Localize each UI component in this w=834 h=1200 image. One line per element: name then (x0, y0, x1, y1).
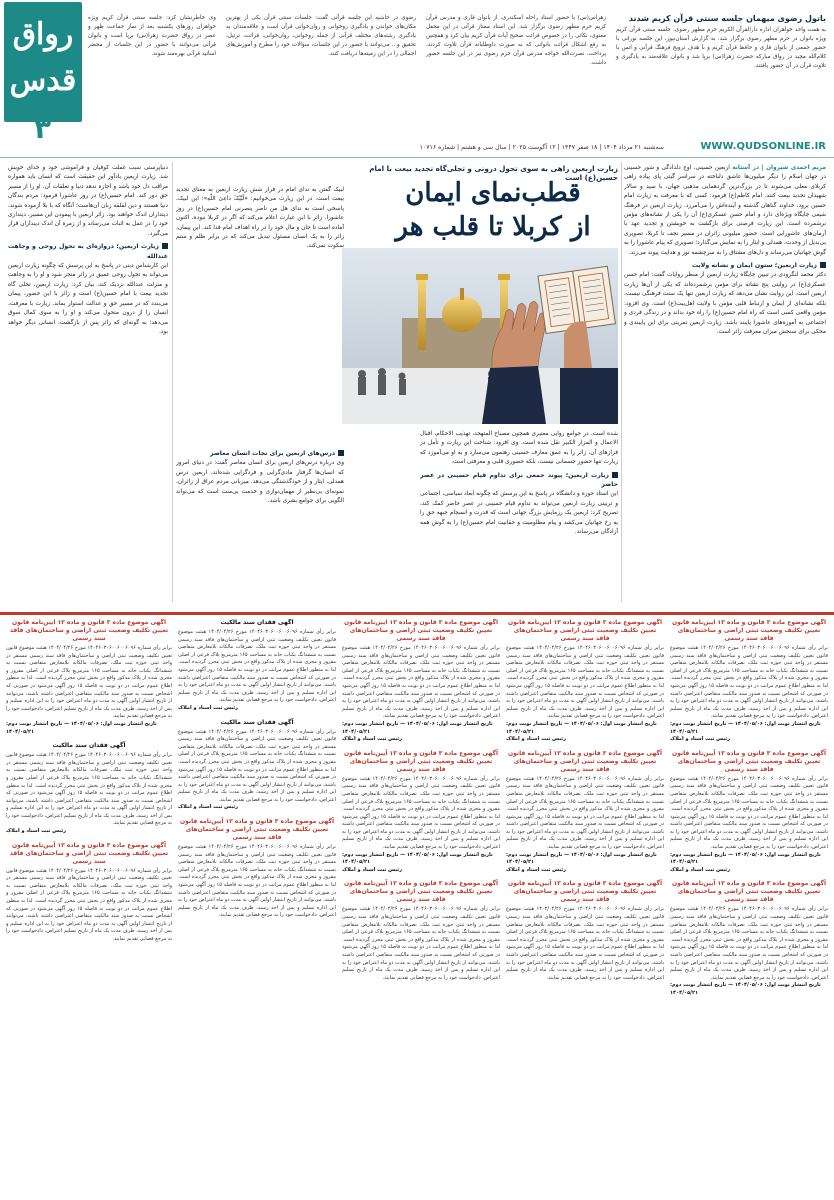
notice-title: آگهی موضوع ماده ۳ قانون و ماده ۱۳ آیین‌نامه قانون تعیین تکلیف وضعیت ثبتی اراضی و ساختمان‌های فاقد سند رسمی (507, 880, 663, 904)
notice-column-3 (342, 619, 500, 1199)
notice-signer: رئیس ثبت اسناد و املاک (342, 736, 402, 743)
legal-notice (178, 619, 336, 713)
notice-signer: رئیس ثبت اسناد و املاک (178, 804, 238, 811)
top-news-column-2: زهراس(س) با حضور استاد راحله اسکندری، از بانوان قاری و مدرس قرآن کریم حرم مطهر رضوی برگزار شد. این استاد ممتاز قرآنی در این محفل معنوی، نکاتی را در خصوص قرائت صحیح آیات قرآن کریم بیان کرد و همچنین به رفع اشکال قرائت بانوانی که به صورت داوطلبانه قرآن تلاوت کردند، پرداخت. نصرت‌الله خواجه مدرس قرآن حرم رضوی نیز در این جلسه حضور داشت. (426, 15, 606, 66)
logo-calligraphy-icon (4, 2, 82, 112)
notice-title: آگهی موضوع ماده ۳ قانون و ماده ۱۳ آیین‌نامه قانون تعیین تکلیف وضعیت ثبتی اراضی و ساختمان‌های فاقد سند رسمی (507, 619, 663, 642)
notice-body: برابر رأی شماره ۱۴۰۴۶۰۳۰۶۰۰۶۰۰۶۰۹۶ مورخ ۱۴۰۴/۰۴/۲۶ هیئت موضوع قانون تعیین تکلیف وضعیت ثبتی اراضی و ساختمان‌های فاقد سند رسمی مستقر در واحد ثبتی حوزه ثبت ملک، تصرفات مالکانه بلامعارض متقاضی نسبت به ششدانگ یکباب خانه به مساحت ۱۶۵ مترمربع پلاک فرعی از اصلی مفروز و مجزی شده از پلاک مذکور واقع در بخش ثبتی محرز گردیده است. لذا به منظور اطلاع عموم مراتب در دو نوبت به فاصله ۱۵ روز آگهی می‌شود در صورتی که اشخاص نسبت به صدور سند مالکیت متقاضی اعتراضی داشته باشند، می‌توانند از تاریخ انتشار اولین آگهی به مدت دو ماه اعتراض خود را به این اداره تسلیم و پس از اخذ رسید، ظرف مدت یک ماه از تاریخ تسلیم اعتراض، دادخواست خود را به مرجع قضایی تقدیم نمایند. (178, 844, 336, 919)
notice-signer: رئیس ثبت اسناد و املاک (506, 866, 566, 873)
notice-body: برابر رأی شماره ۱۴۰۴۶۰۳۰۶۰۰۶۰۰۶۰۹۶ مورخ ۱۴۰۴/۰۴/۲۶ هیئت موضوع قانون تعیین تکلیف وضعیت ثبتی اراضی و ساختمان‌های فاقد سند رسمی مستقر در واحد ثبتی حوزه ثبت ملک، تصرفات مالکانه بلامعارض متقاضی نسبت به ششدانگ یکباب خانه به مساحت ۱۶۵ مترمربع پلاک فرعی از اصلی مفروز و مجزی شده از پلاک مذکور واقع در بخش ثبتی محرز گردیده است. لذا به منظور اطلاع عموم مراتب در دو نوبت به فاصله ۱۵ روز آگهی می‌شود در صورتی که اشخاص نسبت به صدور سند مالکیت متقاضی اعتراضی داشته باشند، می‌توانند از تاریخ انتشار اولین آگهی به مدت دو ماه اعتراض خود را به این اداره تسلیم و پس از اخذ رسید، ظرف مدت یک ماه از تاریخ تسلیم اعتراض، دادخواست خود را به مرجع قضایی تقدیم نمایند. (178, 629, 336, 704)
notice-title: آگهی موضوع ماده ۳ قانون و ماده ۱۳ آیین‌نامه قانون تعیین تکلیف وضعیت ثبتی اراضی و ساختمان‌های فاقد سند رسمی (671, 619, 827, 642)
legal-notice (670, 750, 828, 875)
legal-notice (6, 742, 172, 836)
notice-column-1 (670, 619, 828, 1199)
notice-title: آگهی موضوع ماده ۳ قانون و ماده ۱۳ آیین‌نامه قانون تعیین تکلیف وضعیت ثبتی اراضی و ساختمان‌های فاقد سند رسمی (671, 749, 827, 773)
legal-notice (670, 619, 828, 744)
notice-signer: رئیس ثبت اسناد و املاک (506, 736, 566, 743)
article-middle-bottom-text: وی درباره درس‌های اربعین برای انسان معاصر گفت: در دنیای امروز که انسان‌ها گرفتار مادی‌گرایی و فردگرایی شده‌اند، اربعین درس همدلی، ایثار و از خودگذشتگی می‌دهد. میزبانی مردم عراق از زائران، نمونه‌ای بی‌نظیر از مهمان‌نوازی و خدمت بی‌منت است که می‌تواند الگویی برای جوامع بشری باشد. (176, 460, 344, 505)
legal-notice (178, 818, 336, 920)
legal-notice (670, 880, 828, 997)
legal-notice (506, 619, 664, 744)
shrine-hands-quran-image (342, 248, 618, 424)
notice-body: برابر رأی شماره ۱۴۰۴۶۰۳۰۶۰۰۶۰۰۶۰۹۶ مورخ ۱۴۰۴/۰۴/۲۶ هیئت موضوع قانون تعیین تکلیف وضعیت ثبتی اراضی و ساختمان‌های فاقد سند رسمی مستقر در واحد ثبتی حوزه ثبت ملک، تصرفات مالکانه بلامعارض متقاضی نسبت به ششدانگ یکباب خانه به مساحت ۱۶۵ مترمربع پلاک فرعی از اصلی مفروز و مجزی شده از پلاک مذکور واقع در بخش ثبتی محرز گردیده است. لذا به منظور اطلاع عموم مراتب در دو نوبت به فاصله ۱۵ روز آگهی می‌شود در صورتی که اشخاص نسبت به صدور سند مالکیت متقاضی اعتراضی داشته باشند، می‌توانند از تاریخ انتشار اولین آگهی به مدت دو ماه اعتراض خود را به این اداره تسلیم و پس از اخذ رسید، ظرف مدت یک ماه از تاریخ تسلیم اعتراض، دادخواست خود را به مرجع قضایی تقدیم نمایند. (342, 906, 500, 981)
svg-text:رواق: رواق (12, 17, 74, 52)
notice-body: برابر رأی شماره ۱۴۰۴۶۰۳۰۶۰۰۶۰۰۶۰۹۶ مورخ ۱۴۰۴/۰۴/۲۶ هیئت موضوع قانون تعیین تکلیف وضعیت ثبتی اراضی و ساختمان‌های فاقد سند رسمی مستقر در واحد ثبتی حوزه ثبت ملک، تصرفات مالکانه بلامعارض متقاضی نسبت به ششدانگ یکباب خانه به مساحت ۱۶۵ مترمربع پلاک فرعی از اصلی مفروز و مجزی شده از پلاک مذکور واقع در بخش ثبتی محرز گردیده است. لذا به منظور اطلاع عموم مراتب در دو نوبت به فاصله ۱۵ روز آگهی می‌شود در صورتی که اشخاص نسبت به صدور سند مالکیت متقاضی اعتراضی داشته باشند، می‌توانند از تاریخ انتشار اولین آگهی به مدت دو ماه اعتراض خود را به این اداره تسلیم و پس از اخذ رسید، ظرف مدت یک ماه از تاریخ تسلیم اعتراض، دادخواست خود را به مرجع قضایی تقدیم نمایند. (670, 645, 828, 720)
legal-notice (342, 619, 500, 744)
site-url[interactable]: WWW.QUDSONLINE.IR (700, 141, 826, 152)
notice-dates: تاریخ انتشار نوبت اول: ۱۴۰۴/۰۵/۰۶ — تاریخ انتشار نوبت دوم: ۱۴۰۴/۰۵/۲۱ (670, 851, 821, 866)
notice-dates: تاریخ انتشار نوبت اول: ۱۴۰۴/۰۵/۰۶ — تاریخ انتشار نوبت دوم: ۱۴۰۴/۰۵/۲۱ (342, 720, 493, 735)
notice-title: آگهی موضوع ماده ۳ قانون و ماده ۱۳ آیین‌نامه قانون تعیین تکلیف وضعیت ثبتی اراضی و ساختمان‌های فاقد سند رسمی (9, 841, 169, 865)
article-column-left (8, 164, 168, 604)
legal-notice (178, 719, 336, 813)
legal-notice (6, 619, 172, 736)
article-column-right-text-2: دکتر محمد لنگرودی در تبیین جایگاه زیارت اربعین از منظر روایات گفت: امام حسن عسکری(ع) در روایتی پنج نشانه برای مؤمن برشمرده‌اند که یکی از آن‌ها زیارت اربعین است. این روایت نشان می‌دهد که زیارت اربعین تنها یک سنت فرهنگی نیست، بلکه نشانه‌ای از ایمان و ارتباط قلبی مؤمن با ولایت اهل‌بیت(ع) است. وی افزود: مؤمن واقعی کسی است که راه امام حسین(ع) را راه خود بداند و در زندگی فردی و اجتماعی به آموزه‌های عاشورا پایبند باشد. زیارت اربعین تمرینی برای این پایبندی و محکی برای سنجش میزان معرفت زائر است. (624, 272, 826, 335)
notice-title: آگهی موضوع ماده ۳ قانون و ماده ۱۳ آیین‌نامه قانون تعیین تکلیف وضعیت ثبتی اراضی و ساختمان‌های فاقد سند رسمی (507, 749, 663, 773)
legal-notices-section (0, 612, 834, 1200)
notice-title: آگهی فقدان سند مالکیت (52, 742, 126, 750)
notice-dates: تاریخ انتشار نوبت اول: ۱۴۰۴/۰۵/۰۶ — تاریخ انتشار نوبت دوم: ۱۴۰۴/۰۵/۲۱ (506, 851, 657, 866)
notice-dates: تاریخ انتشار نوبت اول: ۱۴۰۴/۰۵/۰۶ — تاریخ انتشار نوبت دوم: ۱۴۰۴/۰۵/۲۱ (670, 982, 821, 996)
article-column-right (624, 164, 826, 604)
notice-title: آگهی موضوع ماده ۳ قانون و ماده ۱۳ آیین‌نامه قانون تعیین تکلیف وضعیت ثبتی اراضی و ساختمان‌های فاقد سند رسمی (671, 880, 827, 904)
column-divider (621, 162, 622, 602)
notice-title: آگهی موضوع ماده ۳ قانون و ماده ۱۳ آیین‌نامه قانون تعیین تکلیف وضعیت ثبتی اراضی و ساختمان‌های فاقد سند رسمی (179, 818, 335, 842)
column-divider (172, 162, 173, 602)
article-hero-photo (342, 248, 618, 424)
article-column-under-photo-right (420, 430, 618, 600)
notice-body: برابر رأی شماره ۱۴۰۴۶۰۳۰۶۰۰۶۰۰۶۰۹۶ مورخ ۱۴۰۴/۰۴/۲۶ هیئت موضوع قانون تعیین تکلیف وضعیت ثبتی اراضی و ساختمان‌های فاقد سند رسمی مستقر در واحد ثبتی حوزه ثبت ملک، تصرفات مالکانه بلامعارض متقاضی نسبت به ششدانگ یکباب خانه به مساحت ۱۶۵ مترمربع پلاک فرعی از اصلی مفروز و مجزی شده از پلاک مذکور واقع در بخش ثبتی محرز گردیده است. لذا به منظور اطلاع عموم مراتب در دو نوبت به فاصله ۱۵ روز آگهی می‌شود در صورتی که اشخاص نسبت به صدور سند مالکیت متقاضی اعتراضی داشته باشند، می‌توانند از تاریخ انتشار اولین آگهی به مدت دو ماه اعتراض خود را به این اداره تسلیم و پس از اخذ رسید، ظرف مدت یک ماه از تاریخ تسلیم اعتراض، دادخواست خود را به مرجع قضایی تقدیم نمایند. (670, 906, 828, 981)
notice-column-4 (178, 619, 336, 1199)
subhead-bullet-icon (612, 472, 618, 478)
article-subhead-middle-text: درس‌های اربعین برای نجات انسان معاصر (209, 450, 335, 457)
main-article (0, 162, 834, 610)
notice-dates: تاریخ انتشار نوبت اول: ۱۴۰۴/۰۵/۰۶ — تاریخ انتشار نوبت دوم: ۱۴۰۴/۰۵/۲۱ (506, 720, 657, 735)
article-subhead-left (8, 242, 168, 261)
article-subhead-left-text: زیارت اربعین؛ دروازه‌ای به تحول روحی و وجاهت عندالله (8, 243, 168, 260)
notice-dates: تاریخ انتشار نوبت اول: ۱۴۰۴/۰۵/۰۶ — تاریخ انتشار نوبت دوم: ۱۴۰۴/۰۵/۲۱ (342, 851, 493, 866)
notice-signer: رئیس ثبت اسناد و املاک (670, 736, 730, 743)
subhead-bullet-icon (820, 262, 826, 268)
svg-text:قدس: قدس (9, 63, 77, 98)
top-news-column-4: وی خاطرنشان کرد: جلسه سنتی قرآن کریم ویژه خواهران روزهای یکشنبه بعد از نماز جماعت ظهر و عصر در رواق حضرت زهرا(س) برپا است و بانوان قرآنی می‌توانند با حضور در این جلسات از محضر اساتید قرآنی بهره‌مند شوند. (88, 15, 216, 57)
notice-body: برابر رأی شماره ۱۴۰۴۶۰۳۰۶۰۰۶۰۰۶۰۹۶ مورخ ۱۴۰۴/۰۴/۲۶ هیئت موضوع قانون تعیین تکلیف وضعیت ثبتی اراضی و ساختمان‌های فاقد سند رسمی مستقر در واحد ثبتی حوزه ثبت ملک، تصرفات مالکانه بلامعارض متقاضی نسبت به ششدانگ یکباب خانه به مساحت ۱۶۵ مترمربع پلاک فرعی از اصلی مفروز و مجزی شده از پلاک مذکور واقع در بخش ثبتی محرز گردیده است. لذا به منظور اطلاع عموم مراتب در دو نوبت به فاصله ۱۵ روز آگهی می‌شود در صورتی که اشخاص نسبت به صدور سند مالکیت متقاضی اعتراضی داشته باشند، می‌توانند از تاریخ انتشار اولین آگهی به مدت دو ماه اعتراض خود را به این اداره تسلیم و پس از اخذ رسید، ظرف مدت یک ماه از تاریخ تسلیم اعتراض، دادخواست خود را به مرجع قضایی تقدیم نمایند. (342, 645, 500, 720)
page-header-bar (0, 140, 834, 158)
notice-column-5 (6, 619, 172, 1199)
notice-body: برابر رأی شماره ۱۴۰۴۶۰۳۰۶۰۰۶۰۰۶۰۹۶ مورخ ۱۴۰۴/۰۴/۲۶ هیئت موضوع قانون تعیین تکلیف وضعیت ثبتی اراضی و ساختمان‌های فاقد سند رسمی مستقر در واحد ثبتی حوزه ثبت ملک، تصرفات مالکانه بلامعارض متقاضی نسبت به ششدانگ یکباب خانه به مساحت ۱۶۵ مترمربع پلاک فرعی از اصلی مفروز و مجزی شده از پلاک مذکور واقع در بخش ثبتی محرز گردیده است. لذا به منظور اطلاع عموم مراتب در دو نوبت به فاصله ۱۵ روز آگهی می‌شود در صورتی که اشخاص نسبت به صدور سند مالکیت متقاضی اعتراضی داشته باشند، می‌توانند از تاریخ انتشار اولین آگهی به مدت دو ماه اعتراض خود را به این اداره تسلیم و پس از اخذ رسید، ظرف مدت یک ماه از تاریخ تسلیم اعتراض، دادخواست خود را به مرجع قضایی تقدیم نمایند. (506, 906, 664, 981)
article-subhead-under-photo-text: زیارت اربعین؛ پیوند جمعی برای تداوم قیام حسینی در عصر حاضر (420, 471, 618, 489)
legal-notice (342, 880, 500, 982)
page-number: ۳ (34, 112, 52, 145)
notice-title: آگهی فقدان سند مالکیت (220, 619, 294, 626)
article-subhead-1-text: زیارت اربعین؛ ستون ایمان و نشانه ولایت (691, 262, 817, 270)
article-under-photo-text-2: این استاد حوزه و دانشگاه در پاسخ به این پرسش که چگونه ابعاد سیاسی، اجتماعی و تربیتی زیارت اربعین می‌تواند به تداوم قیام حسینی در عصر حاضر کمک کند، تصریح کرد: اربعین یک رزمایش بزرگ جهانی است که قدرت و انسجام جبهه حق را به رخ جهانیان می‌کشد و پیام مظلومیت و حقانیت امام حسین(ع) را به گوش همه آزادگان می‌رساند. (420, 491, 618, 536)
article-column-middle-left-bottom (176, 446, 344, 600)
notice-body: برابر رأی شماره ۱۴۰۴۶۰۳۰۶۰۰۶۰۰۶۰۹۶ مورخ ۱۴۰۴/۰۴/۲۶ هیئت موضوع قانون تعیین تکلیف وضعیت ثبتی اراضی و ساختمان‌های فاقد سند رسمی مستقر در واحد ثبتی حوزه ثبت ملک، تصرفات مالکانه بلامعارض متقاضی نسبت به ششدانگ یکباب خانه به مساحت ۱۶۵ مترمربع پلاک فرعی از اصلی مفروز و مجزی شده از پلاک مذکور واقع در بخش ثبتی محرز گردیده است. لذا به منظور اطلاع عموم مراتب در دو نوبت به فاصله ۱۵ روز آگهی می‌شود در صورتی که اشخاص نسبت به صدور سند مالکیت متقاضی اعتراضی داشته باشند، می‌توانند از تاریخ انتشار اولین آگهی به مدت دو ماه اعتراض خود را به این اداره تسلیم و پس از اخذ رسید، ظرف مدت یک ماه از تاریخ تسلیم اعتراض، دادخواست خود را به مرجع قضایی تقدیم نمایند. (342, 775, 500, 851)
notice-signer: رئیس ثبت اسناد و املاک (670, 866, 730, 873)
notice-dates: تاریخ انتشار نوبت اول: ۱۴۰۴/۰۵/۰۶ — تاریخ انتشار نوبت دوم: ۱۴۰۴/۰۵/۲۱ (6, 720, 157, 735)
notice-body: برابر رأی شماره ۱۴۰۴۶۰۳۰۶۰۰۶۰۰۶۰۹۶ مورخ ۱۴۰۴/۰۴/۲۶ هیئت موضوع قانون تعیین تکلیف وضعیت ثبتی اراضی و ساختمان‌های فاقد سند رسمی مستقر در واحد ثبتی حوزه ثبت ملک، تصرفات مالکانه بلامعارض متقاضی نسبت به ششدانگ یکباب خانه به مساحت ۱۶۵ مترمربع پلاک فرعی از اصلی مفروز و مجزی شده از پلاک مذکور واقع در بخش ثبتی محرز گردیده است. لذا به منظور اطلاع عموم مراتب در دو نوبت به فاصله ۱۵ روز آگهی می‌شود در صورتی که اشخاص نسبت به صدور سند مالکیت متقاضی اعتراضی داشته باشند، می‌توانند از تاریخ انتشار اولین آگهی به مدت دو ماه اعتراض خود را به این اداره تسلیم و پس از اخذ رسید، ظرف مدت یک ماه از تاریخ تسلیم اعتراض، دادخواست خود را به مرجع قضایی تقدیم نمایند. (506, 775, 664, 851)
notice-body: برابر رأی شماره ۱۴۰۴۶۰۳۰۶۰۰۶۰۰۶۰۹۶ مورخ ۱۴۰۴/۰۴/۲۶ هیئت موضوع قانون تعیین تکلیف وضعیت ثبتی اراضی و ساختمان‌های فاقد سند رسمی مستقر در واحد ثبتی حوزه ثبت ملک، تصرفات مالکانه بلامعارض متقاضی نسبت به ششدانگ یکباب خانه به مساحت ۱۶۵ مترمربع پلاک فرعی از اصلی مفروز و مجزی شده از پلاک مذکور واقع در بخش ثبتی محرز گردیده است. لذا به منظور اطلاع عموم مراتب در دو نوبت به فاصله ۱۵ روز آگهی می‌شود در صورتی که اشخاص نسبت به صدور سند مالکیت متقاضی اعتراضی داشته باشند، می‌توانند از تاریخ انتشار اولین آگهی به مدت دو ماه اعتراض خود را به این اداره تسلیم و پس از اخذ رسید، ظرف مدت یک ماه از تاریخ تسلیم اعتراض، دادخواست خود را به مرجع قضایی تقدیم نمایند. (506, 645, 664, 720)
article-subhead-under-photo (420, 471, 618, 490)
top-news-column-3: رضوی در حاشیه این جلسه قرآنی گفت: جلسات سنتی قرآن یکی از بهترین مکان‌های خواندن و یادگیری روخوانی و روان‌خوانی قرآن است و علاقه‌مندان به یادگیری رشته‌های مختلف قرآنی از جمله روخوانی، روان‌خوانی، قرائت، ترتیل، تحقیق و... می‌توانند با حضور در این جلسات، سؤالات خود را مطرح و آموزش‌های اجمالی را در این زمینه‌ها دریافت کنند. (226, 15, 416, 57)
legal-notice (6, 842, 172, 944)
notice-body: برابر رأی شماره ۱۴۰۴۶۰۳۰۶۰۰۶۰۰۶۰۹۶ مورخ ۱۴۰۴/۰۴/۲۶ هیئت موضوع قانون تعیین تکلیف وضعیت ثبتی اراضی و ساختمان‌های فاقد سند رسمی مستقر در واحد ثبتی حوزه ثبت ملک، تصرفات مالکانه بلامعارض متقاضی نسبت به ششدانگ یکباب خانه به مساحت ۱۶۵ مترمربع پلاک فرعی از اصلی مفروز و مجزی شده از پلاک مذکور واقع در بخش ثبتی محرز گردیده است. لذا به منظور اطلاع عموم مراتب در دو نوبت به فاصله ۱۵ روز آگهی می‌شود در صورتی که اشخاص نسبت به صدور سند مالکیت متقاضی اعتراضی داشته باشند، می‌توانند از تاریخ انتشار اولین آگهی به مدت دو ماه اعتراض خود را به این اداره تسلیم و پس از اخذ رسید، ظرف مدت یک ماه از تاریخ تسلیم اعتراض، دادخواست خود را به مرجع قضایی تقدیم نمایند. (6, 752, 172, 827)
article-under-photo-text: شده است. در جوامع روایی معتبری همچون مصباح المتهجد، تهذیب الاحکام، اقبال الاعمال و المزار الکبیر نقل شده است. وی افزود: شناخت این زیارت و تأمل در فرازهای آن، زائر را به عمق معارف حسینی رهنمون می‌سازد و به او می‌آموزد که زیارت تنها حضور جسمانی نیست، بلکه حضوری قلبی و معرفتی است. (420, 431, 618, 466)
article-column-middle-left-text: لبیک گفتن به ندای امام در فراز شش زیارت اربعین به معنای تجدید بیعت است. در این زیارت می‌خوانیم: «لَبَّیْکَ داعِیَ اللّهِ»؛ این لبیک، پاسخی است به ندای هل من ناصر ینصرنی امام حسین(ع) در روز عاشورا. زائر با این عبارت اعلام می‌کند که اگر در کربلا نبوده، اکنون آماده است تا جان و مال خود را در راه اهداف امام فدا کند. این پیمان، زائر را به یک انسان مسئول تبدیل می‌کند که در برابر ظلم و ستم سکوت نمی‌کند. (176, 187, 344, 250)
notice-body: برابر رأی شماره ۱۴۰۴۶۰۳۰۶۰۰۶۰۰۶۰۹۶ مورخ ۱۴۰۴/۰۴/۲۶ هیئت موضوع قانون تعیین تکلیف وضعیت ثبتی اراضی و ساختمان‌های فاقد سند رسمی مستقر در واحد ثبتی حوزه ثبت ملک، تصرفات مالکانه بلامعارض متقاضی نسبت به ششدانگ یکباب خانه به مساحت ۱۶۵ مترمربع پلاک فرعی از اصلی مفروز و مجزی شده از پلاک مذکور واقع در بخش ثبتی محرز گردیده است. لذا به منظور اطلاع عموم مراتب در دو نوبت به فاصله ۱۵ روز آگهی می‌شود در صورتی که اشخاص نسبت به صدور سند مالکیت متقاضی اعتراضی داشته باشند، می‌توانند از تاریخ انتشار اولین آگهی به مدت دو ماه اعتراض خود را به این اداره تسلیم و پس از اخذ رسید، ظرف مدت یک ماه از تاریخ تسلیم اعتراض، دادخواست خود را به مرجع قضایی تقدیم نمایند. (178, 728, 336, 803)
article-column-right-text: اربعین حسینی، اوج دلدادگی و شور حسینی در جهان اسلام را دیگر میلیون‌ها عاشق دلباخته در سراسر گیتی پای پیاده راهی کربلای معلی می‌شوند تا در بزرگ‌ترین گردهمایی مذهبی جهان، با سید و سالار شهیدان تجدید بیعت کنند. امام کاظم(ع) فرمود: کسی که با معرفت به زیارت امام حسین برود، خداوند گناهان گذشته و آینده‌اش را می‌آمرزد. زیارت اربعین در فرهنگ شیعی جایگاه ویژه‌ای دارد و امام حسن عسکری(ع) آن را یکی از نشانه‌های مؤمن برشمرده است. این زیارت فرصتی برای بازگشت به خویشتن و تجدید عهد با آرمان‌های عاشورایی است. حضور میلیونی زائران در مسیر نجف تا کربلا، تصویری بی‌بدیل از وحدت، همدلی و ایثار را به نمایش می‌گذارد؛ تصویری که پیام عاشورا را به گوش جهانیان می‌رساند و دل‌های مشتاق را به سرچشمه نور و هدایت پیوند می‌زند. (624, 165, 826, 256)
notice-body: برابر رأی شماره ۱۴۰۴۶۰۳۰۶۰۰۶۰۰۶۰۹۶ مورخ ۱۴۰۴/۰۴/۲۶ هیئت موضوع قانون تعیین تکلیف وضعیت ثبتی اراضی و ساختمان‌های فاقد سند رسمی مستقر در واحد ثبتی حوزه ثبت ملک، تصرفات مالکانه بلامعارض متقاضی نسبت به ششدانگ یکباب خانه به مساحت ۱۶۵ مترمربع پلاک فرعی از اصلی مفروز و مجزی شده از پلاک مذکور واقع در بخش ثبتی محرز گردیده است. لذا به منظور اطلاع عموم مراتب در دو نوبت به فاصله ۱۵ روز آگهی می‌شود در صورتی که اشخاص نسبت به صدور سند مالکیت متقاضی اعتراضی داشته باشند، می‌توانند از تاریخ انتشار اولین آگهی به مدت دو ماه اعتراض خود را به این اداره تسلیم و پس از اخذ رسید، ظرف مدت یک ماه از تاریخ تسلیم اعتراض، دادخواست خود را به مرجع قضایی تقدیم نمایند. (6, 867, 172, 942)
notice-body: برابر رأی شماره ۱۴۰۴۶۰۳۰۶۰۰۶۰۰۶۰۹۶ مورخ ۱۴۰۴/۰۴/۲۶ هیئت موضوع قانون تعیین تکلیف وضعیت ثبتی اراضی و ساختمان‌های فاقد سند رسمی مستقر در واحد ثبتی حوزه ثبت ملک، تصرفات مالکانه بلامعارض متقاضی نسبت به ششدانگ یکباب خانه به مساحت ۱۶۵ مترمربع پلاک فرعی از اصلی مفروز و مجزی شده از پلاک مذکور واقع در بخش ثبتی محرز گردیده است. لذا به منظور اطلاع عموم مراتب در دو نوبت به فاصله ۱۵ روز آگهی می‌شود در صورتی که اشخاص نسبت به صدور سند مالکیت متقاضی اعتراضی داشته باشند، می‌توانند از تاریخ انتشار اولین آگهی به مدت دو ماه اعتراض خود را به این اداره تسلیم و پس از اخذ رسید، ظرف مدت یک ماه از تاریخ تسلیم اعتراض، دادخواست خود را به مرجع قضایی تقدیم نمایند. (6, 645, 172, 720)
article-subhead-middle (176, 449, 344, 458)
legal-notice (506, 750, 664, 875)
notice-title: آگهی موضوع ماده ۳ قانون و ماده ۱۳ آیین‌نامه قانون تعیین تکلیف وضعیت ثبتی اراضی و ساختمان‌های فاقد سند رسمی (343, 749, 499, 773)
notice-title: آگهی موضوع ماده ۳ قانون و ماده ۱۳ آیین‌نامه قانون تعیین تکلیف وضعیت ثبتی اراضی و ساختمان‌های فاقد سند رسمی (343, 619, 499, 642)
article-column-left-text-2: این کارشناس دینی در پاسخ به این پرسش که چگونه زیارت اربعین می‌تواند به تحول روحی عمیق در زائر منجر شود و او را به وجاهت و منزلت عندالله نزدیک کند، بیان کرد: زیارت اربعین، تجلی گاه تجدید بیعت با امام حسین(ع) است و زائر با این حضور، پیمان می‌بندد که در مسیر حق و عدالت استوار بماند. زیارت با معرفت، انسان را از درون متحول می‌کند و او را به سوی کمال سوق می‌دهد؛ به گونه‌ای که زائر پس از بازگشت، انسانی دیگر خواهد بود. (8, 263, 168, 335)
legal-notice (342, 750, 500, 875)
article-subhead-1 (624, 261, 826, 270)
article-author: مریم احمدی شیروان | در آستانه (732, 165, 826, 171)
notice-signer: رئیس ثبت اسناد و املاک (6, 828, 66, 835)
notice-title: آگهی فقدان سند مالکیت (220, 718, 294, 726)
top-news-column-1: به همت واحد خواهران اداره دارالقرآن الکریم حرم مطهر رضوی، جلسه سنتی قرآن کریم ویژه بانوان در حرم مطهر رضوی برگزار شد. به گزارش آستان‌نیوز، این جلسه نورانی با حضور جمعی از بانوان قاری و حافظ قرآن کریم و با هدف ترویج فرهنگ قرآنی و انس با کلام‌الله مجید در رواق مبارکه حضرت زهرا(س) برپا شد و بانوان علاقه‌مند به یادگیری و تلاوت قرآن در آن حضور یافتند. (616, 27, 826, 69)
notice-title: آگهی موضوع ماده ۳ قانون و ماده ۱۳ آیین‌نامه قانون تعیین تکلیف وضعیت ثبتی اراضی و ساختمان‌های فاقد سند رسمی (343, 880, 499, 904)
section-logo (4, 2, 82, 122)
legal-notice (506, 880, 664, 982)
notice-signer: رئیس ثبت اسناد و املاک (342, 866, 402, 873)
notice-signer: رئیس ثبت اسناد و املاک (178, 704, 238, 711)
article-column-left-text: دنیاپرستی سبب غفلت کوفیان و فراموشی خود و خدای خویش شد. زیارت اربعین یادآور این حقیقت است که انسان باید همواره مراقب دل خود باشد و اجازه ندهد دنیا و تعلقات آن، او را از مسیر حق دور کند. امام حسین(ع) در روز عاشورا فرمود: مردم بندگان دنیا هستند و دین لقلقه زبان آن‌هاست؛ آنگاه که با بلا آزموده شوند، دینداران اندک خواهند بود. زائر اربعین با پیمودن این مسیر، دینداری خود را در عمل به اثبات می‌رساند و از زمره آن اندک دینداران قرار می‌گیرد. (8, 165, 168, 237)
issue-date-line: سه‌شنبه ۲۱ مرداد ۱۴۰۴ | ۱۸ صفر ۱۴۴۷ | ۱۲ آگوست ۲۰۲۵ | سال سی و هشتم | شماره ۱۰۷۱۶ (419, 144, 664, 151)
notice-body: برابر رأی شماره ۱۴۰۴۶۰۳۰۶۰۰۶۰۰۶۰۹۶ مورخ ۱۴۰۴/۰۴/۲۶ هیئت موضوع قانون تعیین تکلیف وضعیت ثبتی اراضی و ساختمان‌های فاقد سند رسمی مستقر در واحد ثبتی حوزه ثبت ملک، تصرفات مالکانه بلامعارض متقاضی نسبت به ششدانگ یکباب خانه به مساحت ۱۶۵ مترمربع پلاک فرعی از اصلی مفروز و مجزی شده از پلاک مذکور واقع در بخش ثبتی محرز گردیده است. لذا به منظور اطلاع عموم مراتب در دو نوبت به فاصله ۱۵ روز آگهی می‌شود در صورتی که اشخاص نسبت به صدور سند مالکیت متقاضی اعتراضی داشته باشند، می‌توانند از تاریخ انتشار اولین آگهی به مدت دو ماه اعتراض خود را به این اداره تسلیم و پس از اخذ رسید، ظرف مدت یک ماه از تاریخ تسلیم اعتراض، دادخواست خود را به مرجع قضایی تقدیم نمایند. (670, 775, 828, 851)
article-column-middle-left (176, 186, 344, 436)
notice-column-2 (506, 619, 664, 1199)
notice-title: آگهی موضوع ماده ۳ قانون و ماده ۱۳ آیین‌نامه قانون تعیین تکلیف وضعیت ثبتی اراضی و ساختمان‌های فاقد سند رسمی (9, 619, 169, 642)
top-strip (0, 0, 834, 145)
article-kicker: زیارت اربعین راهی به سوی تحول درونی و تجلی‌گاه تجدید بیعت با امام حسین(ع) است (369, 164, 618, 182)
top-news-title: باتول رضوی میهمان جلسه سنتی قرآن کریم شدند (628, 14, 826, 23)
article-headline-line-2: از کربلا تا قلب هر (395, 212, 591, 242)
notice-dates: تاریخ انتشار نوبت اول: ۱۴۰۴/۰۵/۰۶ — تاریخ انتشار نوبت دوم: ۱۴۰۴/۰۵/۲۱ (670, 720, 821, 735)
subhead-bullet-icon (338, 450, 344, 456)
subhead-bullet-icon (162, 243, 168, 249)
article-headline-line-1: قطب‌نمای ایمان (405, 178, 581, 208)
